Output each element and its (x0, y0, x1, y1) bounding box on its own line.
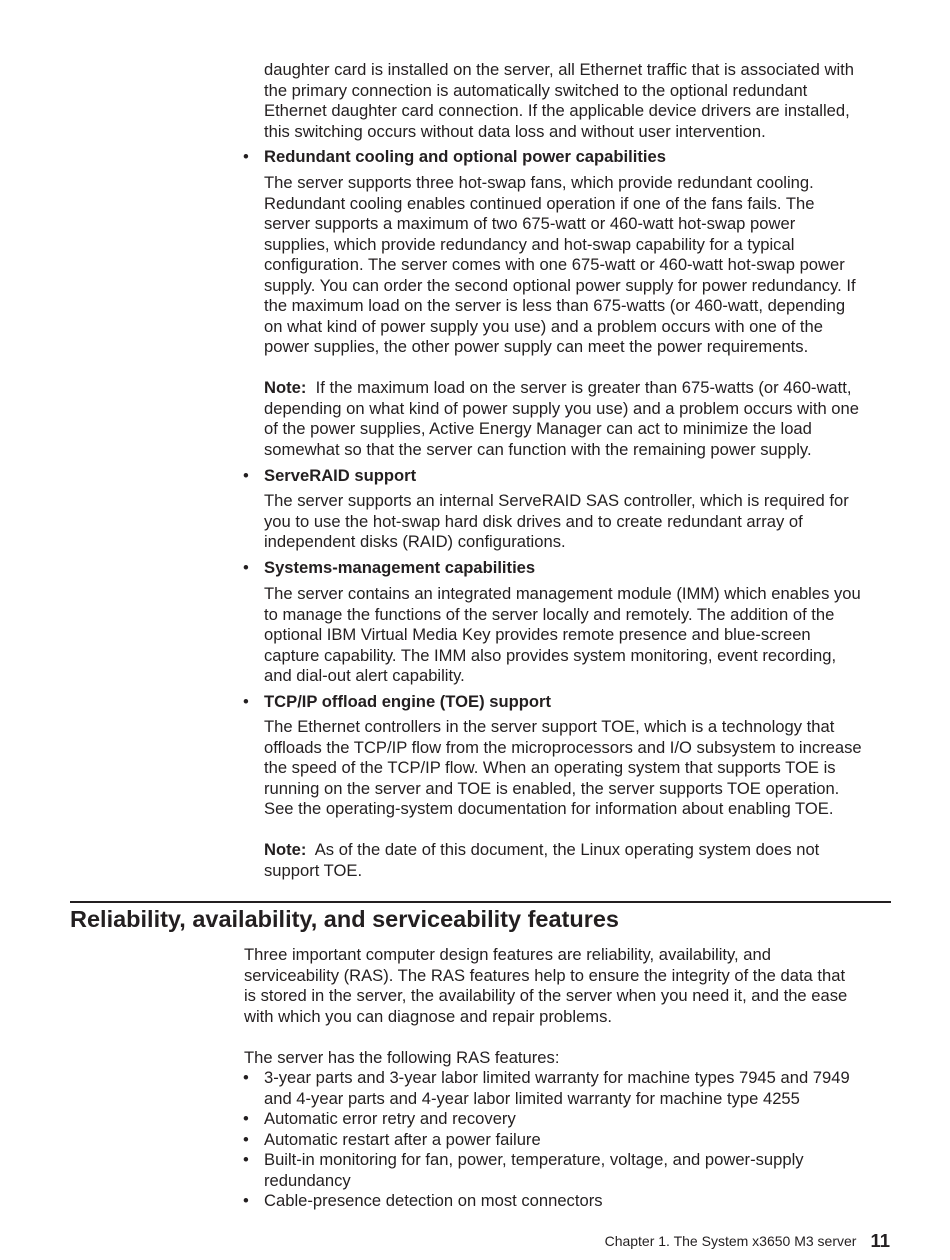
page-number: 11 (870, 1230, 890, 1251)
list-item (243, 1191, 903, 1212)
text-line: configuration. The server comes with one 675-watt or 460-watt hot-swap power (264, 255, 845, 274)
feature-body-serveraid (264, 491, 894, 553)
text-line: Redundant cooling enables continued operation if one of the fans fails. The (264, 193, 815, 213)
section-heading: Reliability, availability, and serviceability features (70, 906, 620, 932)
feature-body-systems-management (264, 584, 894, 687)
ras-intro-paragraph (244, 945, 894, 1068)
text-line: capture capability. The IMM also provides system monitoring, event recording, (264, 645, 837, 665)
footer-chapter: Chapter 1. The System x3650 M3 server (604, 1233, 857, 1249)
bullet-glyph: • (243, 466, 249, 485)
text-line: the primary connection is automatically switched to the optional redundant (264, 80, 808, 100)
list-item (243, 1109, 903, 1130)
note-line (264, 378, 894, 399)
bullet-glyph: • (243, 147, 249, 166)
text-line: supplies, which provide redundancy and hot-swap capability for a typical (264, 234, 795, 254)
text-line: Three important computer design features are reliability, availability, and (244, 945, 771, 964)
text-line: supply. You can order the second optional power supply for power redundancy. If (264, 275, 856, 295)
list-item (243, 1150, 903, 1191)
text-line: serviceability (RAS). The RAS features help to ensure the integrity of the data that (244, 965, 846, 985)
text-line: 3-year parts and 3-year labor limited warranty for machine types 7945 and 7949 (264, 1068, 850, 1087)
bullet-glyph: • (243, 692, 249, 711)
text-line: The server contains an integrated management module (IMM) which enables you (264, 584, 861, 603)
intro-continuation (264, 60, 894, 142)
list-item (243, 1130, 903, 1151)
bullet-glyph: • (243, 1191, 249, 1210)
ras-feature-list (243, 1068, 903, 1212)
text-line: optional IBM Virtual Media Key provides remote presence and blue-screen (264, 625, 811, 644)
text-line: The server supports an internal ServeRAID SAS controller, which is required for (264, 491, 849, 510)
note-line: depending on what kind of power supply you use) and a problem occurs with one (264, 398, 859, 418)
note-text: As of the date of this document, the Linux operating system does not (314, 840, 820, 859)
text-line: The server supports three hot-swap fans, which provide redundant cooling. (264, 173, 814, 192)
feature-heading: ServeRAID support (264, 466, 417, 485)
text-line: daughter card is installed on the server, all Ethernet traffic that is associated with (264, 60, 855, 79)
feature-heading: Systems-management capabilities (264, 558, 536, 577)
note-label: Note: (264, 378, 307, 397)
bullet-glyph: • (243, 1129, 249, 1149)
feature-heading: TCP/IP offload engine (TOE) support (264, 692, 552, 711)
note-line: somewhat so that the server can function with the remaining power supply. (264, 439, 812, 459)
bullet-glyph: • (243, 558, 249, 577)
bullet-glyph: • (243, 1109, 249, 1128)
text-line: redundancy (264, 1170, 351, 1190)
feature-heading: Redundant cooling and optional power capabilities (264, 147, 666, 166)
text-line: this switching occurs without data loss and without user intervention. (264, 121, 766, 141)
text-line: offloads the TCP/IP flow from the microprocessors and I/O subsystem to increase (264, 737, 862, 757)
text-line: server supports a maximum of two 675-watt or 460-watt hot-swap power (264, 214, 796, 233)
text-line: is stored in the server, the availability of the server when you need it, and the ease (244, 986, 848, 1005)
text-line: you to use the hot-swap hard disk drives and to create redundant array of (264, 511, 803, 531)
bullet-glyph: • (243, 1150, 249, 1169)
text-line: Automatic restart after a power failure (264, 1129, 541, 1149)
text-line: The Ethernet controllers in the server support TOE, which is a technology that (264, 717, 835, 736)
list-item (243, 1068, 903, 1109)
note-text: If the maximum load on the server is greater than 675-watts (or 460-watt, (315, 378, 852, 397)
feature-body-toe-support (264, 717, 894, 881)
text-line: See the operating-system documentation for information about enabling TOE. (264, 799, 834, 818)
text-line: with which you can diagnose and repair problems. (244, 1006, 613, 1026)
text-line: Built-in monitoring for fan, power, temperature, voltage, and power-supply (264, 1150, 804, 1169)
text-line: Ethernet daughter card connection. If the applicable device drivers are installed, (264, 101, 850, 120)
text-line: to manage the functions of the server locally and remotely. The addition of the (264, 604, 835, 624)
note-line (264, 840, 894, 861)
text-line: the speed of the TCP/IP flow. When an operating system that supports TOE is (264, 758, 836, 777)
feature-body-redundant-cooling (264, 173, 894, 460)
text-line: Cable-presence detection on most connectors (264, 1191, 603, 1210)
note-line: support TOE. (264, 860, 363, 880)
text-line: running on the server and TOE is enabled, the server supports TOE operation. (264, 778, 840, 798)
text-line: and dial-out alert capability. (264, 666, 465, 685)
note-line: of the power supplies, Active Energy Manager can act to minimize the load (264, 419, 812, 438)
text-line: the maximum load on the server is less than 675-watts (or 460-watt, depending (264, 296, 846, 315)
ras-list-intro: The server has the following RAS features: (244, 1047, 560, 1067)
text-line: power supplies, the other power supply can meet the power requirements. (264, 337, 809, 356)
page-footer (605, 1229, 890, 1253)
bullet-glyph: • (243, 1068, 249, 1087)
text-line: and 4-year parts and 4-year labor limited warranty for machine type 4255 (264, 1088, 800, 1108)
section-divider (70, 901, 891, 903)
text-line: Automatic error retry and recovery (264, 1109, 516, 1128)
text-line: on what kind of power supply you use) and a problem occurs with one of the (264, 316, 823, 336)
text-line: independent disks (RAID) configurations. (264, 532, 566, 551)
note-label: Note: (264, 840, 307, 859)
